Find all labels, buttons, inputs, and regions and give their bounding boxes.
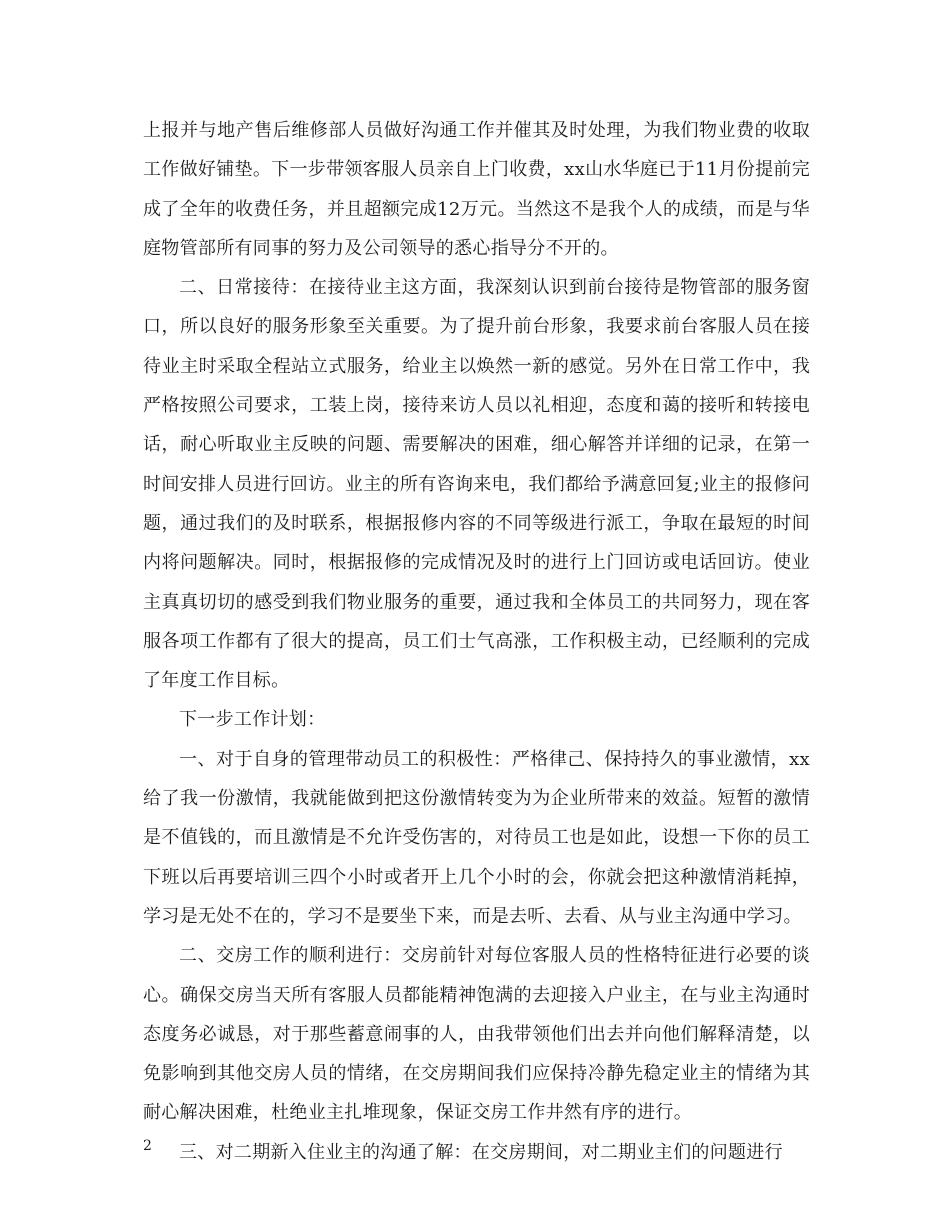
page-number: 2 <box>143 1138 152 1154</box>
paragraph-next-plan-heading: 下一步工作计划： <box>179 709 326 731</box>
paragraph-handover-work: 二、交房工作的顺利进行：交房前针对每位客服人员的性格特征进行必要的谈心。确保交房当天所有客服人员都能精神饱满的去迎接入户业主，在与业主沟通时态度务必诚恳，对于那些蓄意闹事的人，由我带领他们出去并向他们解释清楚，以免影响到其他交房人员的情绪，在交房期间我们应保持冷静先稳定业主的情绪为其耐心解决困难，杜绝业主扎堆现象，保证交房工作井然有序的进行。 <box>143 945 810 1124</box>
paragraph-phase-two-owners: 三、对二期新入住业主的沟通了解：在交房期间，对二期业主们的问题进行 <box>179 1141 783 1163</box>
paragraph-self-management: 一、对于自身的管理带动员工的积极性：严格律己、保持持久的事业激情，xx给了我一份激情，我就能做到把这份激情转变为为企业所带来的效益。短暂的激情是不值钱的，而且激情是不允许受伤害的，对待员工也是如此，设想一下你的员工下班以后再要培训三四个小时或者开上几个小时的会，你就会把这种激情消耗掉，学习是无处不在的，学习不是要坐下来，而是去听、去看、从与业主沟通中学习。 <box>143 748 810 927</box>
document-body <box>143 111 810 1172</box>
paragraph-fee-collection: 上报并与地产售后维修部人员做好沟通工作并催其及时处理，为我们物业费的收取工作做好铺垫。下一步带领客服人员亲自上门收费，xx山水华庭已于11月份提前完成了全年的收费任务，并且超额完成12万元。当然这不是我个人的成绩，而是与华庭物管部所有同事的努力及公司领导的悉心指导分不开的。 <box>143 120 810 259</box>
paragraph-daily-reception: 二、日常接待：在接待业主这方面，我深刻认识到前台接待是物管部的服务窗口，所以良好的服务形象至关重要。为了提升前台形象，我要求前台客服人员在接待业主时采取全程站立式服务，给业主以焕然一新的感觉。另外在日常工作中，我严格按照公司要求，工装上岗，接待来访人员以礼相迎，态度和蔼的接听和转接电话，耐心听取业主反映的问题、需要解决的困难，细心解答并详细的记录，在第一时间安排人员进行回访。业主的所有咨询来电，我们都给予满意回复;业主的报修问题，通过我们的及时联系，根据报修内容的不同等级进行派工，争取在最短的时间内将问题解决。同时，根据报修的完成情况及时的进行上门回访或电话回访。使业主真真切切的感受到我们物业服务的重要，通过我和全体员工的共同努力，现在客服各项工作都有了很大的提高，员工们士气高涨，工作积极主动，已经顺利的完成了年度工作目标。 <box>143 277 810 692</box>
